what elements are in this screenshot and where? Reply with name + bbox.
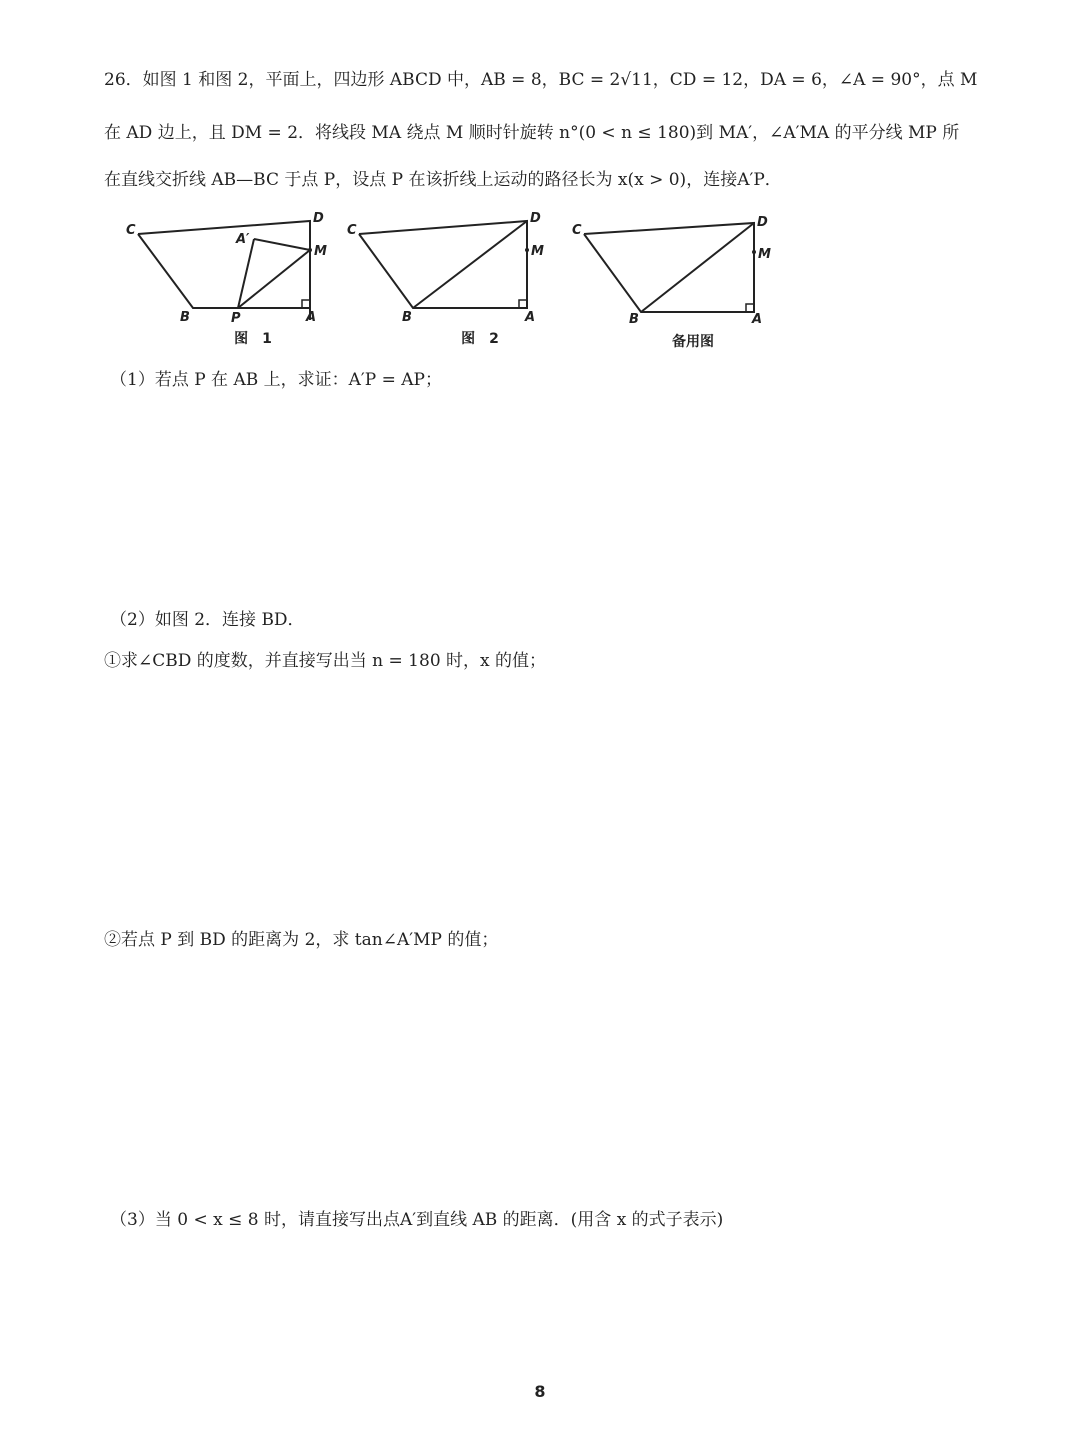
fig3-label-M: M xyxy=(758,247,771,262)
figure-1-diagram xyxy=(120,208,330,323)
fig3-quadrilateral xyxy=(584,223,754,312)
fig1-label-P: P xyxy=(231,311,241,323)
fig2-label-A: A xyxy=(525,310,536,323)
fig2-label-D: D xyxy=(530,211,541,226)
fig2-right-angle-mark xyxy=(519,300,527,308)
fig3-label-C: C xyxy=(572,223,582,238)
problem-line-2: 在 AD 边上，且 DM = 2．将线段 MA 绕点 M 顺时针旋转 n°(0 < n ≤ 180)到 MA′，∠A′MA 的平分线 MP 所 xyxy=(104,123,960,143)
figure-2-diagram xyxy=(345,208,555,323)
fig3-label-D: D xyxy=(757,215,768,230)
fig2-label-C: C xyxy=(347,223,357,238)
figure-3-caption: 备用图 xyxy=(672,334,714,350)
question-2-intro: （2）如图 2．连接 BD． xyxy=(110,610,305,630)
fig1-quadrilateral xyxy=(138,221,310,308)
figure-1 xyxy=(120,208,330,323)
fig1-label-A-prime: A′ xyxy=(236,232,250,247)
fig1-label-A: A xyxy=(306,310,317,323)
fig1-label-C: C xyxy=(126,223,136,238)
fig3-right-angle-mark xyxy=(746,304,754,312)
figure-2 xyxy=(345,208,555,323)
fig3-label-A: A xyxy=(752,312,763,323)
fig1-label-D: D xyxy=(313,211,324,226)
fig2-label-M: M xyxy=(531,244,544,259)
figure-1-caption: 图 1 xyxy=(234,331,272,347)
fig1-right-angle-mark xyxy=(302,300,310,308)
fig3-label-B: B xyxy=(629,312,639,323)
fig2-label-B: B xyxy=(402,310,412,323)
fig1-segment-MA-prime xyxy=(254,239,310,250)
problem-line-1: 26．如图 1 和图 2，平面上，四边形 ABCD 中，AB = 8，BC = 2√11，CD = 12，DA = 6，∠A = 90°，点 M xyxy=(104,70,978,90)
fig1-label-M: M xyxy=(314,244,327,259)
question-2-part-2: ②若点 P 到 BD 的距离为 2，求 tan∠A′MP 的值； xyxy=(104,930,499,950)
figure-3 xyxy=(572,208,782,323)
page-number: 8 xyxy=(534,1382,546,1401)
question-2-part-1: ①求∠CBD 的度数，并直接写出当 n = 180 时，x 的值； xyxy=(104,651,547,671)
problem-line-3: 在直线交折线 AB—BC 于点 P，设点 P 在该折线上运动的路径长为 x(x > 0)，连接A′P． xyxy=(104,170,782,190)
figure-2-caption: 图 2 xyxy=(461,331,499,347)
fig3-segment-BD xyxy=(641,223,754,312)
fig1-label-B: B xyxy=(180,310,190,323)
question-1: （1）若点 P 在 AB 上，求证：A′P = AP； xyxy=(110,370,442,390)
fig2-quadrilateral xyxy=(359,221,527,308)
fig2-segment-BD xyxy=(413,221,527,308)
question-3: （3）当 0 < x ≤ 8 时，请直接写出点A′到直线 AB 的距离．(用含 x 的式子表示) xyxy=(110,1210,724,1230)
figure-3-diagram xyxy=(572,208,782,323)
